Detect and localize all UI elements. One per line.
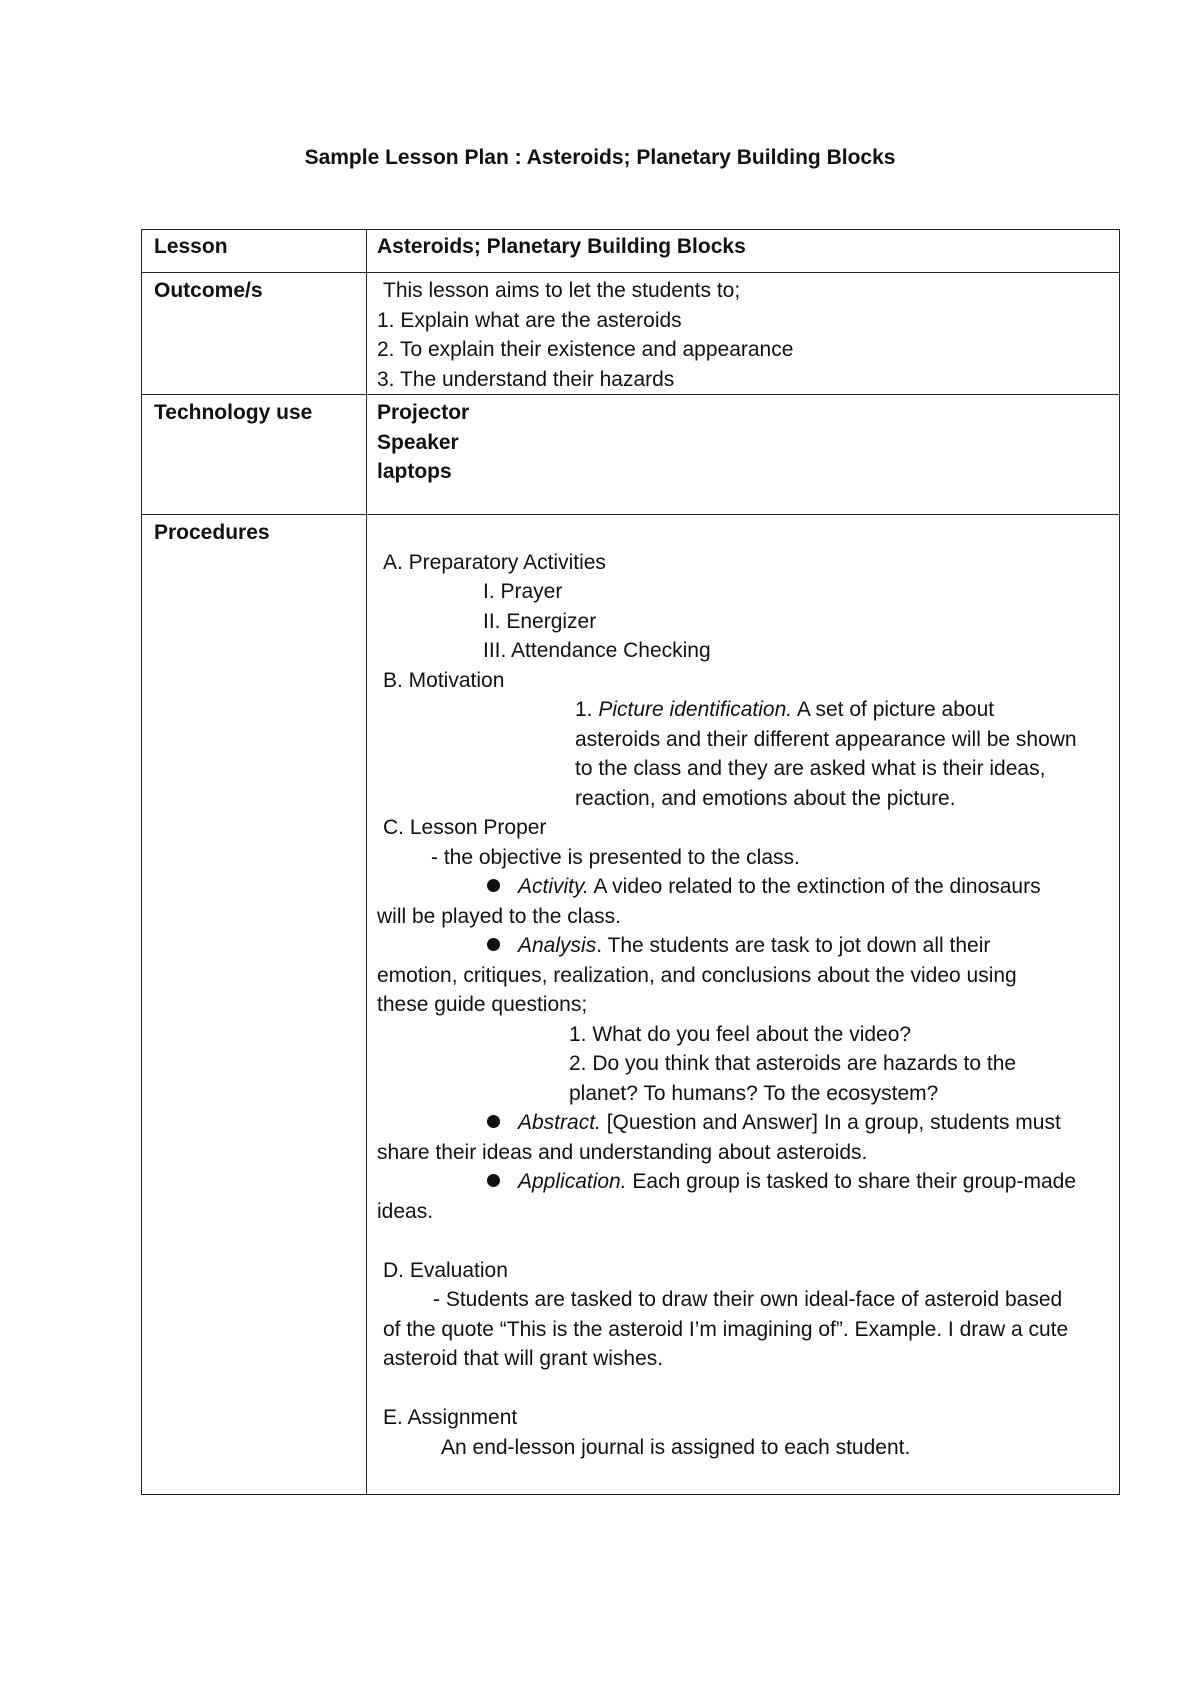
outcome-item: 3. The understand their hazards (377, 367, 675, 391)
motivation-heading: B. Motivation (383, 668, 505, 692)
application-bullet (377, 1167, 1111, 1197)
prep-heading: A. Preparatory Activities (383, 550, 606, 574)
technology-item: Projector (377, 401, 470, 424)
lesson-value: Asteroids; Planetary Building Blocks (367, 230, 1120, 273)
application-text: Each group is tasked to share their group-made (626, 1170, 1076, 1193)
guide-question: planet? To humans? To the ecosystem? (569, 1081, 939, 1105)
activity-text-cont: will be played to the class. (377, 904, 621, 928)
evaluation-heading: D. Evaluation (383, 1258, 508, 1282)
prep-item: I. Prayer (483, 580, 563, 603)
assignment-heading: E. Assignment (383, 1406, 518, 1429)
bullet-icon (487, 879, 500, 892)
procedures-cell (367, 515, 1120, 1495)
motivation-item-num: 1. (575, 698, 599, 721)
bullet-icon (487, 938, 500, 951)
application-title: Application. (518, 1170, 627, 1193)
bullet-icon (487, 1174, 500, 1187)
technology-item: laptops (377, 460, 452, 483)
guide-question: 2. Do you think that asteroids are hazards to the (569, 1052, 1017, 1075)
technology-cell (367, 395, 1120, 515)
motivation-item-line: reaction, and emotions about the picture. (575, 786, 956, 810)
bullet-icon (487, 1115, 500, 1128)
analysis-text: . The students are task to jot down all their (596, 934, 991, 957)
abstract-text: [Question and Answer] In a group, students must (600, 1111, 1061, 1134)
evaluation-line: of the quote “This is the asteroid I’m imagining of”. Example. I draw a cute (383, 1317, 1069, 1341)
outcomes-intro: This lesson aims to let the students to; (383, 279, 741, 302)
guide-question: 1. What do you feel about the video? (569, 1022, 912, 1046)
technology-label: Technology use (142, 395, 367, 515)
lesson-proper-heading: C. Lesson Proper (383, 816, 547, 839)
analysis-title: Analysis (518, 934, 597, 957)
outcome-item: 2. To explain their existence and appearance (377, 338, 794, 361)
analysis-bullet (377, 931, 1111, 961)
motivation-item-line: asteroids and their different appearance will be shown (575, 727, 1077, 751)
objective-line: - the objective is presented to the class. (431, 845, 800, 869)
activity-title: Activity. (518, 875, 589, 898)
analysis-text-cont: these guide questions; (377, 993, 588, 1016)
motivation-item-line: to the class and they are asked what is their ideas, (575, 757, 1046, 780)
activity-bullet (377, 872, 1111, 902)
outcome-item: 1. Explain what are the asteroids (377, 308, 682, 332)
page-title: Sample Lesson Plan : Asteroids; Planetary Building Blocks (304, 146, 896, 169)
prep-item: III. Attendance Checking (483, 639, 711, 662)
application-text-cont: ideas. (377, 1199, 434, 1223)
table-row (142, 230, 1120, 273)
abstract-title: Abstract. (518, 1111, 601, 1134)
procedures-label: Procedures (142, 515, 367, 1495)
evaluation-line: - Students are tasked to draw their own ideal-face of asteroid based (433, 1288, 1063, 1311)
lesson-plan-table (141, 229, 1120, 1495)
table-row (142, 395, 1120, 515)
lesson-label: Lesson (142, 230, 367, 273)
outcomes-cell (367, 273, 1120, 395)
outcomes-label: Outcome/s (142, 273, 367, 395)
evaluation-line: asteroid that will grant wishes. (383, 1347, 664, 1370)
motivation-item-title: Picture identification. (598, 698, 793, 721)
assignment-line: An end-lesson journal is assigned to each student. (441, 1435, 911, 1459)
technology-item: Speaker (377, 430, 459, 454)
table-row (142, 515, 1120, 1495)
prep-item: II. Energizer (483, 609, 597, 633)
abstract-text-cont: share their ideas and understanding about asteroids. (377, 1140, 868, 1164)
motivation-item (377, 695, 1111, 725)
abstract-bullet (377, 1108, 1111, 1138)
activity-text: A video related to the extinction of the dinosaurs (588, 875, 1041, 898)
analysis-text-cont: emotion, critiques, realization, and conclusions about the video using (377, 963, 1017, 987)
motivation-item-text: A set of picture about (792, 698, 995, 721)
table-row (142, 273, 1120, 395)
